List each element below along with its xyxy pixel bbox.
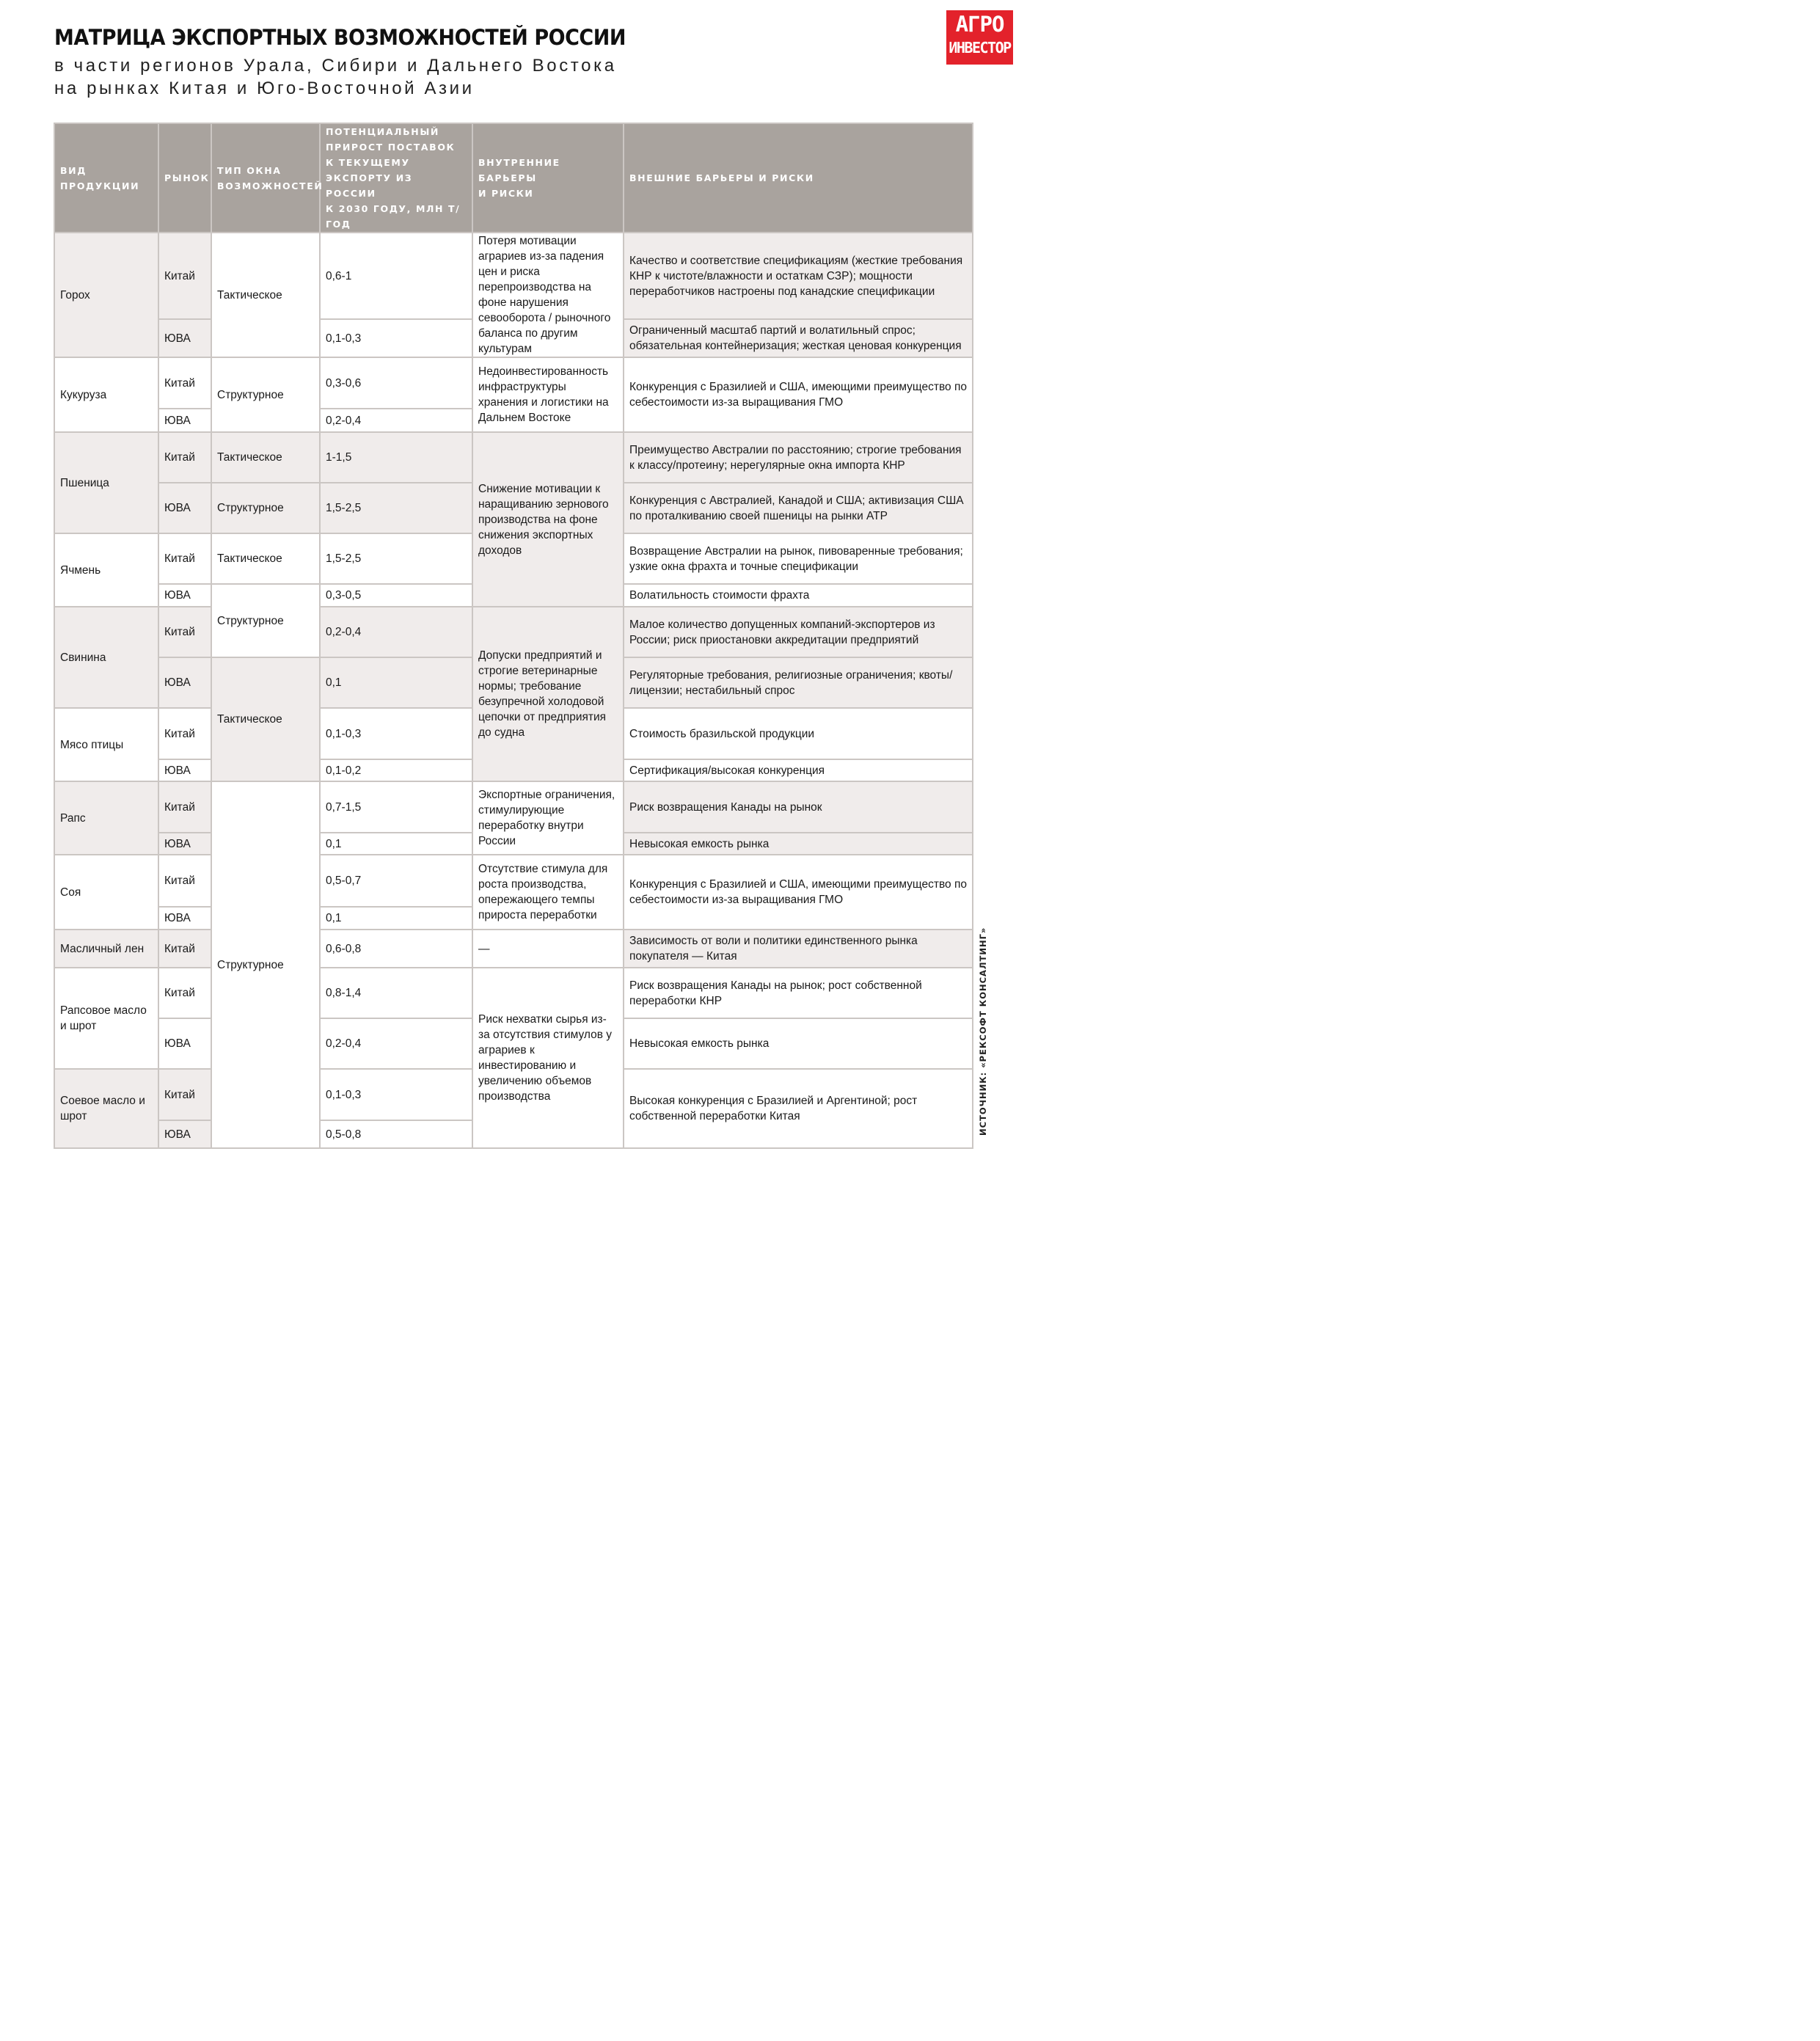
header-external: ВНЕШНИЕ БАРЬЕРЫ И РИСКИ (624, 123, 973, 233)
growth-cell: 0,2-0,4 (320, 607, 472, 657)
market-cell: ЮВА (158, 319, 211, 357)
external-cell: Риск возвращения Канады на рынок; рост собственной переработки КНР (624, 968, 973, 1018)
table-row (54, 968, 973, 1018)
external-cell: Конкуренция с Бразилией и США, имеющими преимущество по себестоимости из-за выращивания ГМО (624, 357, 973, 432)
external-cell: Сертификация/высокая конкуренция (624, 759, 973, 781)
external-cell: Возвращение Австралии на рынок, пивоваренные требования; узкие окна фрахта и точные спецификации (624, 533, 973, 584)
agroinvestor-logo (946, 10, 1013, 65)
internal-cell: — (472, 930, 624, 968)
export-matrix-table (54, 123, 973, 1149)
window-cell: Тактическое (211, 432, 320, 483)
logo-line-2: ИНВЕСТОР (949, 39, 1011, 56)
external-cell: Стоимость бразильской продукции (624, 708, 973, 759)
subtitle-line-1: в части регионов Урала, Сибири и Дальнего Востока (54, 56, 617, 76)
external-cell: Ограниченный масштаб партий и волатильный спрос; обязательная контейнеризация; жесткая ценовая конкуренция (624, 319, 973, 357)
market-cell: Китай (158, 930, 211, 968)
internal-cell: Недоинвестированность инфраструктуры хранения и логистики на Дальнем Востоке (472, 357, 624, 432)
growth-cell: 1,5-2,5 (320, 533, 472, 584)
external-cell: Конкуренция с Австралией, Канадой и США; активизация США по проталкиванию своей пшеницы на рынки АТР (624, 483, 973, 533)
page-title: МАТРИЦА ЭКСПОРТНЫХ ВОЗМОЖНОСТЕЙ РОССИИ (54, 25, 626, 50)
table-row (54, 930, 973, 968)
external-cell: Преимущество Австралии по расстоянию; строгие требования к классу/протеину; нерегулярные окна импорта КНР (624, 432, 973, 483)
subtitle-line-2: на рынках Китая и Юго-Восточной Азии (54, 78, 475, 98)
market-cell: ЮВА (158, 657, 211, 708)
external-cell: Качество и соответствие спецификациям (жесткие требования КНР к чистоте/влажности и остаткам СЗР); мощности переработчиков настроены под канадские спецификации (624, 233, 973, 319)
growth-cell: 0,3-0,5 (320, 584, 472, 607)
market-cell: ЮВА (158, 1018, 211, 1069)
header-growth-line: ЭКСПОРТУ ИЗ РОССИИ (326, 172, 413, 199)
growth-cell: 0,5-0,7 (320, 855, 472, 907)
header-window: ТИП ОКНА ВОЗМОЖНОСТЕЙ (211, 123, 320, 233)
header-growth-line: К ТЕКУЩЕМУ (326, 157, 410, 168)
table-row (54, 607, 973, 657)
internal-cell: Отсутствие стимула для роста производства, опережающего темпы прироста переработки (472, 855, 624, 930)
growth-cell: 0,1-0,3 (320, 319, 472, 357)
product-soy: Соя (54, 855, 158, 930)
market-cell: Китай (158, 533, 211, 584)
window-cell: Структурное (211, 584, 320, 657)
header-growth-line: К 2030 ГОДУ, МЛН Т/ГОД (326, 203, 461, 230)
market-cell: ЮВА (158, 833, 211, 855)
product-flax: Масличный лен (54, 930, 158, 968)
product-rapeseed-oil: Рапсовое масло и шрот (54, 968, 158, 1069)
growth-cell: 0,1-0,3 (320, 1069, 472, 1120)
logo-line-1: АГРО (955, 12, 1004, 37)
window-cell: Структурное (211, 483, 320, 533)
window-cell: Тактическое (211, 233, 320, 357)
table-row (54, 432, 973, 483)
product-wheat: Пшеница (54, 432, 158, 533)
growth-cell: 1-1,5 (320, 432, 472, 483)
growth-cell: 0,3-0,6 (320, 357, 472, 409)
growth-cell: 0,1-0,2 (320, 759, 472, 781)
growth-cell: 0,1 (320, 833, 472, 855)
market-cell: ЮВА (158, 759, 211, 781)
external-cell: Волатильность стоимости фрахта (624, 584, 973, 607)
growth-cell: 0,6-1 (320, 233, 472, 319)
growth-cell: 0,1-0,3 (320, 708, 472, 759)
market-cell: Китай (158, 432, 211, 483)
growth-cell: 0,7-1,5 (320, 781, 472, 833)
header-internal (472, 123, 624, 233)
table-row (54, 781, 973, 833)
external-cell: Зависимость от воли и политики единственного рынка покупателя — Китая (624, 930, 973, 968)
market-cell: Китай (158, 855, 211, 907)
growth-cell: 0,1 (320, 657, 472, 708)
product-pork: Свинина (54, 607, 158, 708)
external-cell: Невысокая емкость рынка (624, 1018, 973, 1069)
market-cell: ЮВА (158, 1120, 211, 1148)
external-cell: Конкуренция с Бразилией и США, имеющими преимущество по себестоимости из-за выращивания ГМО (624, 855, 973, 930)
external-cell: Риск возвращения Канады на рынок (624, 781, 973, 833)
window-cell: Структурное (211, 781, 320, 1148)
growth-cell: 0,1 (320, 907, 472, 930)
header-internal-line: ВНУТРЕННИЕ БАРЬЕРЫ (478, 157, 560, 183)
table-row (54, 855, 973, 907)
window-cell: Тактическое (211, 657, 320, 781)
internal-cell: Снижение мотивации к наращиванию зернового производства на фоне снижения экспортных доходов (472, 432, 624, 607)
growth-cell: 0,6-0,8 (320, 930, 472, 968)
growth-cell: 0,5-0,8 (320, 1120, 472, 1148)
product-rapeseed: Рапс (54, 781, 158, 855)
external-cell: Малое количество допущенных компаний-экспортеров из России; риск приостановки аккредитации предприятий (624, 607, 973, 657)
table-row (54, 357, 973, 409)
header-growth-line: ПРИРОСТ ПОСТАВОК (326, 142, 456, 153)
header-product: ВИД ПРОДУКЦИИ (54, 123, 158, 233)
header-internal-line: И РИСКИ (478, 188, 534, 199)
growth-cell: 0,2-0,4 (320, 1018, 472, 1069)
market-cell: Китай (158, 607, 211, 657)
window-cell: Структурное (211, 357, 320, 432)
header-growth-line: ПОТЕНЦИАЛЬНЫЙ (326, 126, 439, 137)
window-cell: Тактическое (211, 533, 320, 584)
internal-cell: Риск нехватки сырья из-за отсутствия стимулов у аграриев к инвестированию и увеличению объемов производства (472, 968, 624, 1148)
internal-cell: Потеря мотивации аграриев из-за падения цен и риска перепроизводства на фоне нарушения севооборота / рыночного баланса по другим культурам (472, 233, 624, 357)
header-market: РЫНОК (158, 123, 211, 233)
external-cell: Регуляторные требования, религиозные ограничения; квоты/лицензии; нестабильный спрос (624, 657, 973, 708)
market-cell: ЮВА (158, 584, 211, 607)
market-cell: ЮВА (158, 907, 211, 930)
market-cell: Китай (158, 233, 211, 319)
product-soy-oil: Соевое масло и шрот (54, 1069, 158, 1148)
market-cell: ЮВА (158, 409, 211, 432)
external-cell: Невысокая емкость рынка (624, 833, 973, 855)
product-poultry: Мясо птицы (54, 708, 158, 781)
product-corn: Кукуруза (54, 357, 158, 432)
source-note: ИСТОЧНИК: «РЕКСОФТ КОНСАЛТИНГ» (978, 927, 988, 1136)
header-growth (320, 123, 472, 233)
growth-cell: 1,5-2,5 (320, 483, 472, 533)
product-peas: Горох (54, 233, 158, 357)
internal-cell: Экспортные ограничения, стимулирующие переработку внутри России (472, 781, 624, 855)
market-cell: Китай (158, 357, 211, 409)
growth-cell: 0,2-0,4 (320, 409, 472, 432)
market-cell: ЮВА (158, 483, 211, 533)
table-row (54, 233, 973, 319)
product-barley: Ячмень (54, 533, 158, 607)
table-header-row (54, 123, 973, 233)
market-cell: Китай (158, 1069, 211, 1120)
market-cell: Китай (158, 968, 211, 1018)
growth-cell: 0,8-1,4 (320, 968, 472, 1018)
external-cell: Высокая конкуренция с Бразилией и Аргентиной; рост собственной переработки Китая (624, 1069, 973, 1148)
internal-cell: Допуски предприятий и строгие ветеринарные нормы; требование безупречной холодовой цепочки от предприятия до судна (472, 607, 624, 781)
market-cell: Китай (158, 781, 211, 833)
market-cell: Китай (158, 708, 211, 759)
